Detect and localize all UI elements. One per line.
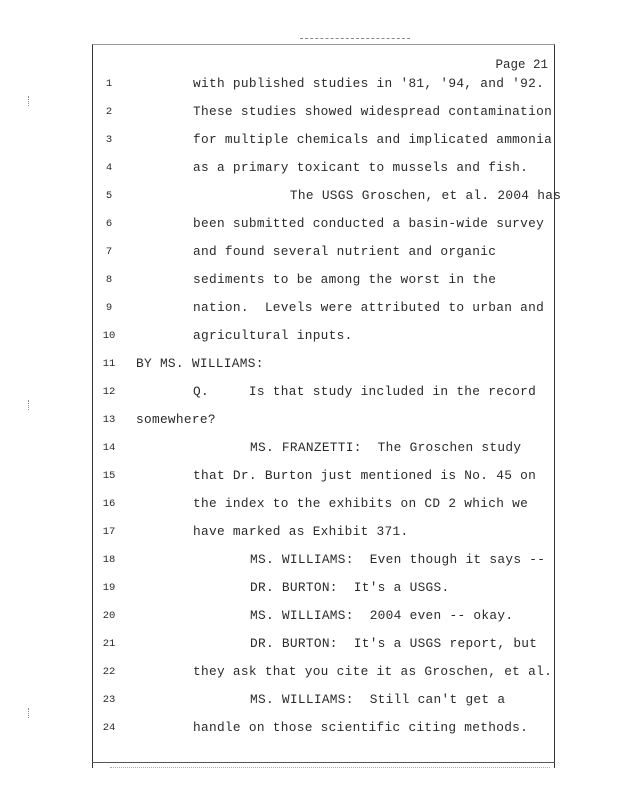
line-number: 24 — [102, 722, 116, 734]
line-text: somewhere? — [136, 412, 216, 427]
line-text: These studies showed widespread contamination — [193, 104, 553, 119]
transcript-line — [0, 692, 618, 712]
line-number: 23 — [102, 694, 116, 706]
line-text: with published studies in '81, '94, and '92. — [193, 76, 545, 91]
line-number: 9 — [105, 302, 113, 314]
transcript-line — [0, 720, 618, 740]
line-number: 12 — [102, 386, 116, 398]
transcript-line — [0, 132, 618, 152]
transcript-line — [0, 216, 618, 236]
line-number: 19 — [102, 582, 116, 594]
transcript-line — [0, 412, 618, 432]
transcript-line — [0, 188, 618, 208]
line-text: the index to the exhibits on CD 2 which we — [193, 496, 529, 511]
scan-mark-top — [300, 38, 410, 41]
line-number: 1 — [105, 78, 113, 90]
transcript-line — [0, 244, 618, 264]
line-number: 2 — [105, 106, 113, 118]
line-number: 13 — [102, 414, 116, 426]
line-text: agricultural inputs. — [193, 328, 353, 343]
line-text: that Dr. Burton just mentioned is No. 45 on — [193, 468, 537, 483]
transcript-line — [0, 608, 618, 628]
line-number: 3 — [105, 134, 113, 146]
transcript-line — [0, 440, 618, 460]
line-text: for multiple chemicals and implicated ammonia — [193, 132, 553, 147]
line-number: 4 — [105, 162, 113, 174]
line-text: MS. WILLIAMS: 2004 even -- okay. — [250, 608, 514, 623]
line-text: The USGS Groschen, et al. 2004 has — [250, 188, 562, 203]
transcript-line — [0, 356, 618, 376]
line-number: 22 — [102, 666, 116, 678]
transcript-line — [0, 496, 618, 516]
transcript-line — [0, 160, 618, 180]
transcript-line — [0, 552, 618, 572]
transcript-line — [0, 76, 618, 96]
line-text: sediments to be among the worst in the — [193, 272, 497, 287]
line-text: have marked as Exhibit 371. — [193, 524, 409, 539]
line-text: MS. WILLIAMS: Still can't get a — [250, 692, 506, 707]
transcript-line — [0, 468, 618, 488]
transcript-line — [0, 104, 618, 124]
line-number: 21 — [102, 638, 116, 650]
transcript-page-frame — [92, 44, 555, 768]
line-text: Q. Is that study included in the record — [193, 384, 537, 399]
line-text: they ask that you cite it as Groschen, et al. — [193, 664, 553, 679]
line-number: 6 — [105, 218, 113, 230]
transcript-line — [0, 664, 618, 684]
transcript-line — [0, 328, 618, 348]
line-number: 10 — [102, 330, 116, 342]
transcript-line — [0, 580, 618, 600]
transcript-line — [0, 524, 618, 544]
line-number: 14 — [102, 442, 116, 454]
line-number: 20 — [102, 610, 116, 622]
line-number: 5 — [105, 190, 113, 202]
line-text: DR. BURTON: It's a USGS. — [250, 580, 450, 595]
page-bottom-rule — [92, 762, 555, 763]
transcript-line — [0, 300, 618, 320]
line-text: MS. FRANZETTI: The Groschen study — [250, 440, 522, 455]
line-text: DR. BURTON: It's a USGS report, but — [250, 636, 538, 651]
line-text: BY MS. WILLIAMS: — [136, 356, 264, 371]
line-text: MS. WILLIAMS: Even though it says -- — [250, 552, 546, 567]
line-number: 11 — [102, 358, 116, 370]
line-text: nation. Levels were attributed to urban and — [193, 300, 545, 315]
transcript-line — [0, 636, 618, 656]
line-text: handle on those scientific citing methods. — [193, 720, 529, 735]
line-number: 15 — [102, 470, 116, 482]
transcript-line — [0, 384, 618, 404]
line-number: 7 — [105, 246, 113, 258]
page-number: Page 21 — [495, 58, 548, 72]
line-number: 17 — [102, 526, 116, 538]
line-text: and found several nutrient and organic — [193, 244, 497, 259]
scan-mark-bottom — [110, 767, 550, 770]
line-number: 8 — [105, 274, 113, 286]
transcript-line — [0, 272, 618, 292]
line-text: been submitted conducted a basin-wide survey — [193, 216, 545, 231]
line-text: as a primary toxicant to mussels and fish. — [193, 160, 529, 175]
line-number: 16 — [102, 498, 116, 510]
line-number: 18 — [102, 554, 116, 566]
